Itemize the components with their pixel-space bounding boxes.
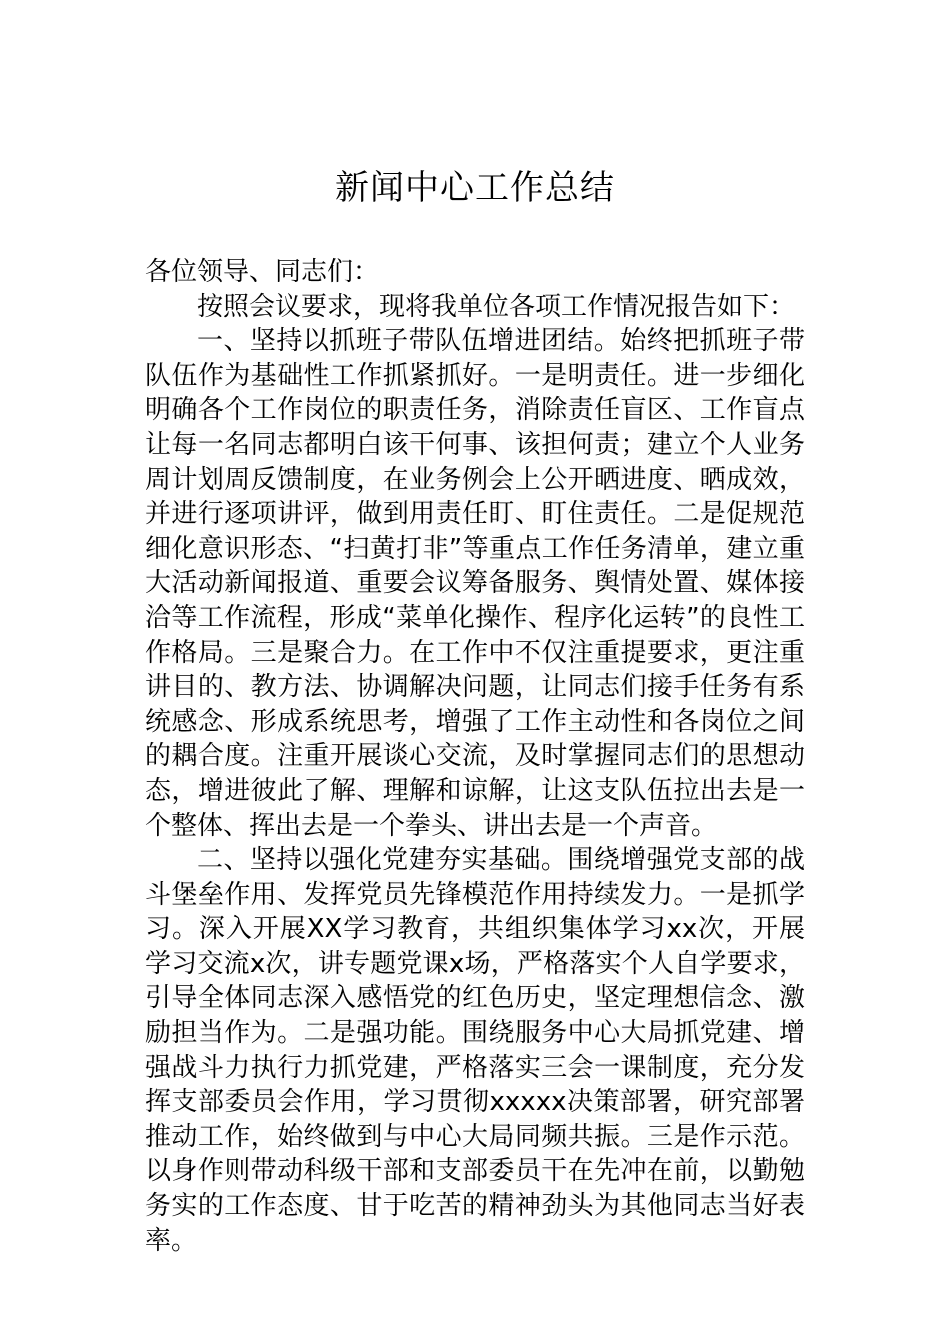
document-title: 新闻中心工作总结 xyxy=(335,168,615,208)
salutation: 各位领导、同志们： xyxy=(145,257,380,287)
paragraph-intro: 按照会议要求，现将我单位各项工作情况报告如下： xyxy=(197,291,796,322)
paragraph-section-two: 二、坚持以强化党建夯实基础。围绕增强党支部的战斗堡垒作用、发挥党员先锋模范作用持续发力。一是抓学习。深入开展XX学习教育，共组织集体学习xx次，开展学习交流x次，讲专题党课x场，严格落实个人自学要求，引导全体同志深入感悟党的红色历史，坚定理想信念、激励担当作为。二是强功能。围绕服务中心大局抓党建、增强战斗力执行力抓党建，严格落实三会一课制度，充分发挥支部委员会作用，学习贯彻xxxxx决策部署，研究部署推动工作，始终做到与中心大局同频共振。三是作示范。以身作则带动科级干部和支部委员干在先冲在前，以勤勉务实的工作态度、甘于吃苦的精神劲头为其他同志当好表率。 xyxy=(145,845,805,1256)
document-body xyxy=(145,255,805,1258)
paragraph-section-one: 一、坚持以抓班子带队伍增进团结。始终把抓班子带队伍作为基础性工作抓紧抓好。一是明责任。进一步细化明确各个工作岗位的职责任务，消除责任盲区、工作盲点让每一名同志都明白该干何事、该担何责；建立个人业务周计划周反馈制度，在业务例会上公开晒进度、晒成效，并进行逐项讲评，做到用责任盯、盯住责任。二是促规范细化意识形态、“扫黄打非”等重点工作任务清单，建立重大活动新闻报道、重要会议筹备服务、舆情处置、媒体接洽等工作流程，形成“菜单化操作、程序化运转”的良性工作格局。三是聚合力。在工作中不仅注重提要求，更注重讲目的、教方法、协调解决问题，让同志们接手任务有系统感念、形成系统思考，增强了工作主动性和各岗位之间的耦合度。注重开展谈心交流，及时掌握同志们的思想动态，增进彼此了解、理解和谅解，让这支队伍拉出去是一个整体、挥出去是一个拳头、讲出去是一个声音。 xyxy=(145,326,805,841)
